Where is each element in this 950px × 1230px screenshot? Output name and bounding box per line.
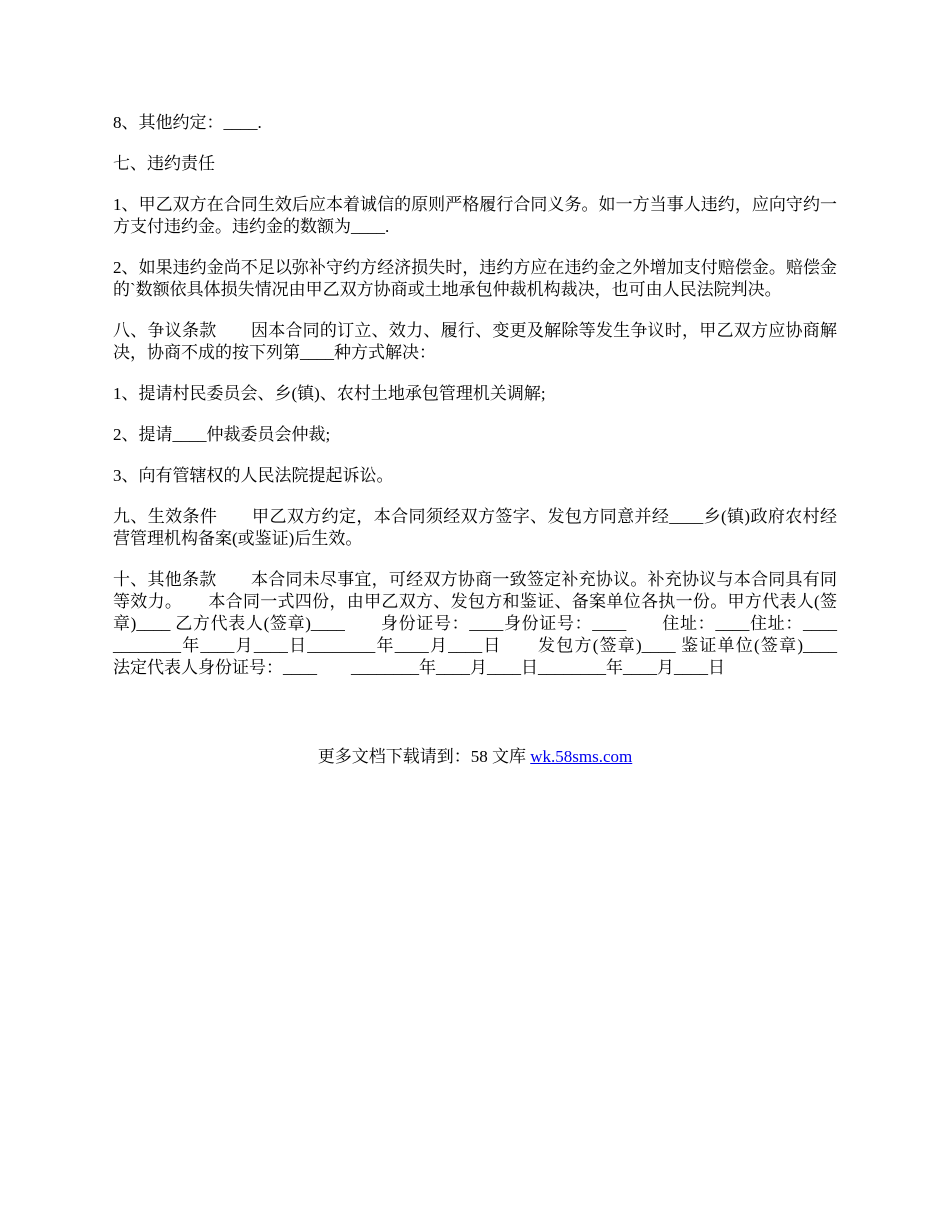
section-other-terms-signatures: 十、其他条款 本合同未尽事宜，可经双方协商一致签定补充协议。补充协议与本合同具有同等效力。 本合同一式四份，由甲乙双方、发包方和鉴证、备案单位各执一份。甲方代表人(签章)____ 乙方代表人(签章)____ 身份证号：____身份证号：____ 住址：____住址：____ ________年____月____日________年____月____日 发包方(签章)____ 鉴证单位(签章)____ 法定代表人身份证号：____ ________年____月____日________年____月____日 <box>113 570 871 677</box>
section-effective-conditions: 九、生效条件 甲乙双方约定，本合同须经双方签字、发包方同意并经____乡(镇)政府农村经营管理机构备案(或鉴证)后生效。 <box>113 507 837 548</box>
clause-breach-compensation: 2、如果违约金尚不足以弥补守约方经济损失时，违约方应在违约金之外增加支付赔偿金。赔偿金的`数额依具体损失情况由甲乙双方协商或土地承包仲裁机构裁决，也可由人民法院判决。 <box>113 258 837 299</box>
footer-prefix-text: 更多文档下载请到：58 文库 <box>317 747 531 766</box>
dispute-option-mediation: 1、提请村民委员会、乡(镇)、农村土地承包管理机关调解; <box>113 384 546 403</box>
footer-link[interactable]: wk.58sms.com <box>530 747 633 766</box>
clause-other-agreements: 8、其他约定：____. <box>113 113 262 132</box>
dispute-option-litigation: 3、向有管辖权的人民法院提起诉讼。 <box>113 466 394 485</box>
dispute-option-arbitration: 2、提请____仲裁委员会仲裁; <box>113 425 331 444</box>
section-dispute-terms: 八、争议条款 因本合同的订立、效力、履行、变更及解除等发生争议时，甲乙双方应协商解决，协商不成的按下列第____种方式解决： <box>113 321 837 362</box>
section-heading-breach: 七、违约责任 <box>113 154 215 173</box>
document-body <box>113 112 871 698</box>
clause-breach-penalty: 1、甲乙双方在合同生效后应本着诚信的原则严格履行合同义务。如一方当事人违约，应向守约一方支付违约金。违约金的数额为____. <box>113 195 837 236</box>
footer-download-note <box>0 746 950 768</box>
